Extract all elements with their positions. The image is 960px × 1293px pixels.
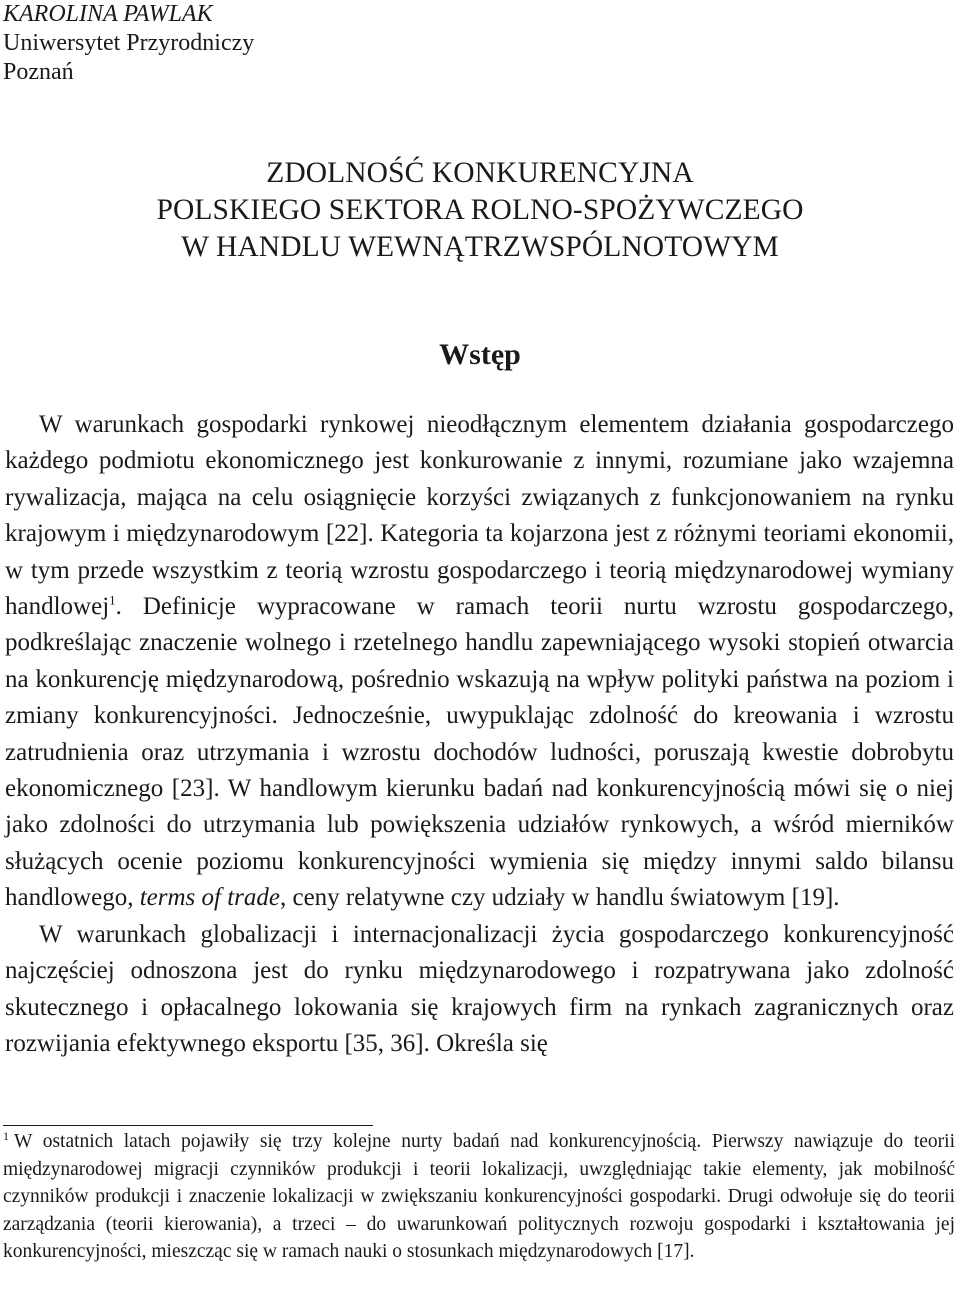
paragraph-2: W warunkach globalizacji i internacjonalizacji życia gospodarczego konkurencyjność najczęściej odnoszona jest do rynku międzynarodowego i rozpatrywana jako zdolność skutecznego i opłacalnego lokowania się krajowych firm na rynkach zagranicznych oraz rozwijania efektywnego eksportu [35, 36]. Określa się [5,920,954,1057]
paragraph-1 [5,407,954,917]
author-city: Poznań [3,59,74,85]
paragraph-1-text: W warunkach gospodarki rynkowej nieodłącznym elementem działania gospodarczego każdego podmiotu ekonomicznego jest konkurowanie z innymi, rozumiane jako wzajemna rywalizacja, mająca na celu osiągnięcie korzyści związanych z funkcjonowaniem na rynku krajowym i międzynarodowym [22]. Kategoria ta kojarzona jest z różnymi teoriami ekonomii, w tym przede wszystkim z teorią wzrostu gospodarczego i teorią międzynarodowej wymiany handlowej [5,411,954,621]
author-block [3,0,254,87]
section-heading: Wstęp [439,338,521,371]
author-affiliation: Uniwersytet Przyrodniczy [3,30,255,56]
footnote-paragraph [3,1128,955,1266]
footnote-marker: 1 [3,1128,9,1143]
body-text [5,407,954,1062]
footnote-divider [3,1125,373,1126]
title-line-2: POLSKIEGO SEKTORA ROLNO-SPOŻYWCZEGO [156,194,804,226]
paragraph-1-end: , ceny relatywne czy udziały w handlu światowym [19]. [279,884,840,912]
paragraph-1-continuation: . Definicje wypracowane w ramach teorii nurtu wzrostu gospodarczego, podkreślając znaczenie wolnego i rzetelnego handlu zapewniającego wysoki stopień otwarcia na konkurencję międzynarodową, pośrednio wskazują na wpływ polityki państwa na poziom i zmiany konkurencyjności. Jednocześnie, uwypuklając zdolność do kreowania i wzrostu zatrudnienia oraz utrzymania i wzrostu dochodów ludności, poruszają kwestie dobrobytu ekonomicznego [23]. W handlowym kierunku badań nad konkurencyjnością mówi się o niej jako zdolności do utrzymania lub powiększenia udziałów rynkowych, a wśród mierników służących ocenie poziomu konkurencyjności wymienia się między innymi saldo bilansu handlowego, [5,593,954,912]
italic-term: terms of trade [139,884,280,912]
author-name: KAROLINA PAWLAK [3,1,213,27]
footnote [3,1128,955,1266]
title-line-1: ZDOLNOŚĆ KONKURENCYJNA [266,157,694,189]
title-line-3: W HANDLU WEWNĄTRZWSPÓLNOTOWYM [181,231,779,263]
paper-title [0,155,960,266]
footnote-reference[interactable]: 1 [109,592,116,608]
footnote-body: W ostatnich latach pojawiły się trzy kolejne nurty badań nad konkurencyjnością. Pierwszy nawiązuje do teorii międzynarodowej migracji czynników produkcji i teorii lokalizacji, uwzględniając takie elementy, jak mobilność czynników produkcji i znaczenie lokalizacji w zwiększaniu konkurencyjności gospodarki. Drugi odwołuje się do teorii zarządzania (teorii kierowania), a trzeci – do uwarunkowań politycznych rozwoju gospodarki i kształtowania jej konkurencyjności, mieszcząc się w ramach nauki o stosunkach międzynarodowych [17]. [3,1131,955,1262]
